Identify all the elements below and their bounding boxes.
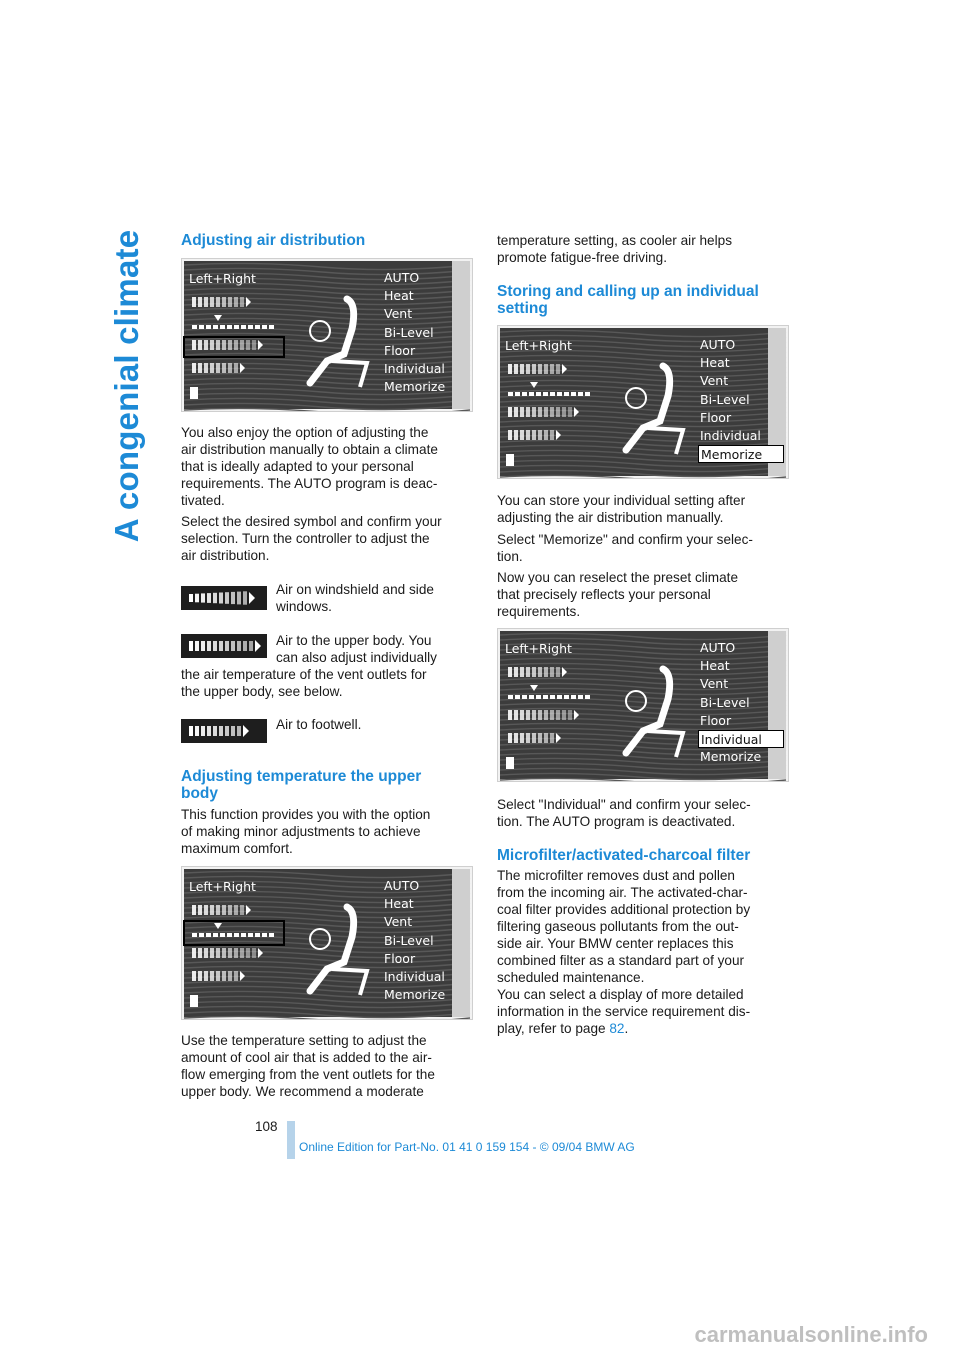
paragraph-air-distribution: You also enjoy the option of adjusting the air distribution manually to obtain a climate that is ideally adapted to your personal requirements. The AUTO program is deac- tivated. bbox=[181, 425, 438, 508]
screen-menu-item: Individual bbox=[700, 427, 761, 443]
screen-menu-item: Individual bbox=[384, 968, 445, 984]
screen-menu-item: Vent bbox=[700, 676, 729, 692]
climate-screen-3 bbox=[497, 325, 789, 479]
paragraph-temperature-setting: Use the temperature setting to adjust the amount of cool air that is added to the air- flow emerging from the vent outlets for the upper body. We recommend a moderate bbox=[181, 1033, 435, 1099]
screen-menu-item: Floor bbox=[384, 950, 416, 966]
page-number: 108 bbox=[255, 1119, 278, 1134]
upper-body-vent-icon bbox=[181, 634, 267, 658]
paragraph-select-individual: Select "Individual" and confirm your selec- tion. The AUTO program is deactivated. bbox=[497, 797, 751, 829]
screen-menu-item: Bi-Level bbox=[384, 324, 434, 340]
screen-menu-item: AUTO bbox=[700, 337, 736, 352]
footwell-vent-icon bbox=[181, 719, 267, 743]
screen-menu-item: Floor bbox=[700, 712, 732, 728]
footer bbox=[287, 1121, 697, 1159]
screen-menu-item: Memorize bbox=[700, 749, 762, 765]
paragraph-microfilter: The microfilter removes dust and pollen from the incoming air. The activated-char- coal filter provides additional protection by filtering gaseous pollutants from the out- side air. Your BMW center replaces this combined filter as a standard part of your scheduled maintenance. You can select a display of more detailed information in the service requirement dis- play, refer to page 82. bbox=[497, 868, 751, 1036]
screen-menu-item: Bi-Level bbox=[384, 932, 434, 948]
screen-title: Left+Right bbox=[505, 338, 572, 353]
screen-menu bbox=[382, 877, 468, 1004]
footer-bar bbox=[287, 1121, 295, 1159]
climate-screen-2 bbox=[181, 866, 473, 1020]
paragraph-reselect-climate: Now you can reselect the preset climate that precisely reflects your personal requirements. bbox=[497, 570, 739, 619]
screen-menu-item: Heat bbox=[700, 658, 730, 674]
heading-storing-setting: Storing and calling up an individual setting bbox=[497, 283, 759, 317]
screen-menu-item: Heat bbox=[384, 896, 414, 912]
section-title: A congenial climate bbox=[108, 229, 145, 543]
windshield-vent-icon bbox=[181, 586, 267, 610]
screen-menu bbox=[382, 269, 468, 396]
climate-screen-1 bbox=[181, 258, 473, 412]
screen-menu-item: Heat bbox=[700, 355, 730, 371]
paragraph-select-memorize: Select "Memorize" and confirm your selec- tion. bbox=[497, 532, 753, 564]
screen-menu-item: Memorize bbox=[384, 379, 446, 395]
screen-menu-item: Memorize bbox=[698, 445, 784, 463]
screen-menu-item: Floor bbox=[700, 409, 732, 425]
screen-menu-item: Vent bbox=[384, 914, 413, 930]
screen-title: Left+Right bbox=[189, 879, 256, 894]
screen-title: Left+Right bbox=[505, 641, 572, 656]
heading-microfilter: Microfilter/activated-charcoal filter bbox=[497, 847, 751, 864]
screen-menu-item: Vent bbox=[700, 373, 729, 389]
upper-body-text-cont: the air temperature of the vent outlets for the upper body, see below. bbox=[181, 667, 427, 699]
screen-menu-item: Memorize bbox=[384, 987, 446, 1003]
screen-menu-item: Heat bbox=[384, 288, 414, 304]
upper-body-text: Air to the upper body. You can also adjust individually bbox=[276, 633, 437, 665]
heading-air-distribution: Adjusting air distribution bbox=[181, 232, 366, 249]
watermark: carmanualsonline.info bbox=[694, 1322, 928, 1347]
screen-menu-item: AUTO bbox=[700, 640, 736, 655]
screen-menu bbox=[698, 639, 784, 766]
climate-screen-4 bbox=[497, 628, 789, 782]
paragraph-cooler-air: temperature setting, as cooler air helps promote fatigue-free driving. bbox=[497, 233, 732, 265]
screen-menu-item: Vent bbox=[384, 306, 413, 322]
paragraph-minor-adjustments: This function provides you with the option of making minor adjustments to achieve maximum comfort. bbox=[181, 807, 431, 856]
screen-menu-item: Individual bbox=[384, 360, 445, 376]
windshield-text: Air on windshield and side windows. bbox=[276, 582, 434, 614]
screen-menu-item: Bi-Level bbox=[700, 694, 750, 710]
screen-menu bbox=[698, 336, 784, 463]
screen-menu-item: Individual bbox=[698, 730, 784, 748]
footer-text: Online Edition for Part-No. 01 41 0 159 154 - © 09/04 BMW AG bbox=[299, 1140, 635, 1154]
heading-temperature-upper-body: Adjusting temperature the upper body bbox=[181, 768, 422, 802]
page-link-82[interactable]: 82 bbox=[609, 1021, 625, 1036]
screen-menu-item: Floor bbox=[384, 342, 416, 358]
screen-menu-item: AUTO bbox=[384, 878, 420, 893]
screen-menu-item: Bi-Level bbox=[700, 391, 750, 407]
paragraph-select-symbol: Select the desired symbol and confirm your selection. Turn the controller to adjust the air distribution. bbox=[181, 514, 442, 563]
screen-title: Left+Right bbox=[189, 271, 256, 286]
screen-menu-item: AUTO bbox=[384, 270, 420, 285]
footwell-text: Air to footwell. bbox=[276, 717, 362, 732]
paragraph-store-setting: You can store your individual setting after adjusting the air distribution manually. bbox=[497, 493, 746, 525]
